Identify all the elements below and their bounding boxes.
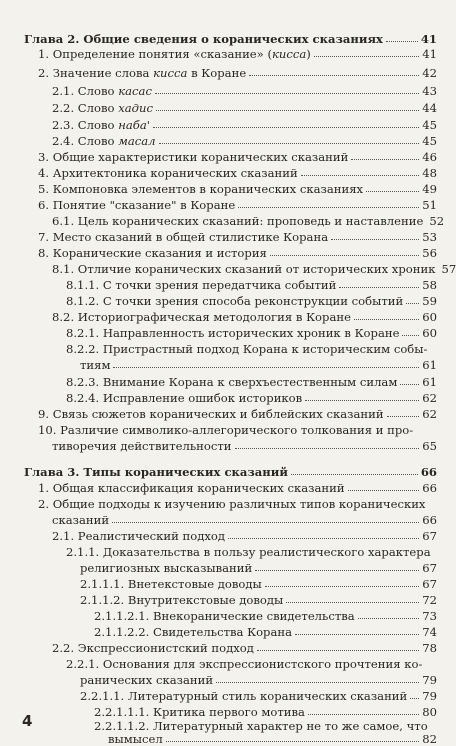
entry-text: 2.4. Слово [52,134,119,148]
entry-italic-term: масал [118,134,156,148]
leader-dots [339,278,419,288]
leader-dots [308,705,419,715]
toc-entry[interactable] [80,577,437,591]
leader-dots [291,465,418,475]
entry-text: 5. Компоновка элементов в коранических сказаниях [38,182,364,196]
leader-dots [255,561,419,571]
toc-entry[interactable] [52,101,437,115]
entry-italic-term: касас [118,84,152,98]
leader-dots [156,101,419,111]
leader-dots [305,391,419,401]
toc-entry[interactable] [38,182,437,196]
entry-text: 2.2. Экспрессионистский подход [52,641,254,655]
entry-text: 8.1. Отличие коранических сказаний от исторических хроник [52,262,436,276]
entry-text: 8.2. Историографическая методология в Коране [52,310,351,324]
toc-entry-line[interactable]: 10. Различие символико-аллегорического толкования и про- [38,423,414,437]
toc-entry-line[interactable]: 2.1.1. Доказательства в пользу реалистического характера [66,545,431,559]
page-ref: 49 [422,182,437,196]
toc-entry[interactable] [80,593,437,607]
chapter-title: Глава 3. Типы коранических сказаний [24,465,288,479]
page-ref: 45 [422,118,437,132]
entry-text: тиям [80,358,111,372]
toc-entry-line[interactable]: 2.2.1.1.2. Литературный характер не то же самое, что [94,719,428,733]
entry-text: 2.2. Слово [52,101,119,115]
toc-entry[interactable] [52,214,445,228]
entry-text: 3. Общие характеристики коранических сказаний [38,150,349,164]
page-ref: 61 [422,358,437,372]
entry-text: 6.1. Цель коранических сказаний: проповедь и наставление [52,214,424,228]
toc-entry[interactable] [108,732,437,746]
toc-entry[interactable] [52,529,437,543]
page-ref: 67 [422,529,437,543]
page-ref: 41 [420,32,437,46]
entry-text: религиозных высказываний [80,561,253,575]
page-ref: 66 [422,513,437,527]
entry-text-end: ) [306,47,311,61]
entry-italic-term: кисса [153,66,188,80]
leader-dots [301,166,420,176]
toc-entry[interactable] [52,262,456,276]
toc-entry[interactable] [80,561,437,575]
entry-text: 2.1.1.2. Внутритекстовые доводы [80,593,284,607]
page-ref: 79 [422,689,437,703]
leader-dots [406,294,419,304]
entry-text: тиворечия действительности [52,439,232,453]
entry-italic-term: кисса [271,47,307,61]
toc-entry[interactable] [38,47,437,61]
leader-dots [270,246,419,256]
leader-dots [166,732,420,742]
page-ref: 66 [420,465,437,479]
entry-text: 4. Архитектоника коранических сказаний [38,166,298,180]
toc-entry[interactable] [52,310,437,324]
page-ref: 80 [422,705,437,719]
toc-entry[interactable] [94,705,437,719]
chapter-title: Глава 2. Общие сведения о коранических сказаниях [24,32,383,46]
leader-dots [386,32,418,42]
entry-text: 9. Связь сюжетов коранических и библейских сказаний [38,407,384,421]
page-ref: 45 [422,134,437,148]
page-ref: 46 [422,150,437,164]
leader-dots [238,198,419,208]
leader-dots [257,641,419,651]
entry-text: вымысел [108,732,163,746]
entry-text: 2.1.1.2.1. Внекоранические свидетельства [94,609,355,623]
page-ref: 59 [422,294,437,308]
entry-text: 1. Определение понятия «сказание» ( [38,47,272,61]
leader-dots [348,481,420,491]
leader-dots [295,625,419,635]
page-ref: 62 [422,391,437,405]
entry-text: сказаний [52,513,110,527]
leader-dots [249,66,419,76]
leader-dots [235,439,420,449]
toc-entry[interactable] [38,407,437,421]
leader-dots [354,310,419,320]
toc-entry[interactable] [94,609,437,623]
entry-text: 2.2.1.1. Литературный стиль коранических сказаний [80,689,408,703]
toc-entry[interactable] [52,134,437,148]
entry-text: 8.2.1. Направленность исторических хроник в Коране [66,326,400,340]
toc-chapter-heading[interactable] [24,32,437,46]
entry-text: 2.3. Слово [52,118,119,132]
toc-entry-line[interactable]: 2.2.1. Основания для экспрессионистского прочтения ко- [66,657,423,671]
leader-dots [153,118,419,128]
leader-dots [265,577,419,587]
toc-entry[interactable] [66,391,437,405]
entry-text: 8.2.4. Исправление ошибок историков [66,391,303,405]
page-ref: 57 [441,262,456,276]
toc-entry[interactable] [66,294,437,308]
toc-entry[interactable] [66,375,437,389]
toc-entry[interactable] [38,66,437,80]
leader-dots [113,358,419,368]
toc-entry[interactable] [66,326,437,340]
entry-text: 2.1. Слово [52,84,119,98]
page-ref: 60 [422,310,437,324]
leader-dots [402,326,419,336]
page-ref: 56 [422,246,437,260]
page-ref: 43 [422,84,437,98]
entry-text: 7. Место сказаний в общей стилистике Корана [38,230,329,244]
page-ref: 67 [422,561,437,575]
toc-entry-line[interactable]: 2. Общие подходы к изучению различных типов коранических [38,497,426,511]
toc-entry[interactable] [38,198,437,212]
toc-entry[interactable] [52,118,437,132]
entry-text: 8.1.2. С точки зрения способа реконструкции событий [66,294,404,308]
page-ref: 82 [422,732,437,746]
entry-text: 2.1.1.1. Внетекстовые доводы [80,577,262,591]
page-ref: 42 [422,66,437,80]
page-ref: 73 [422,609,437,623]
entry-text: 6. Понятие "сказание" в Коране [38,198,236,212]
leader-dots [155,84,419,94]
leader-dots [216,673,419,683]
toc-chapter-heading[interactable] [24,465,437,479]
toc-entry[interactable] [52,513,437,527]
page-ref: 72 [422,593,437,607]
leader-dots [387,407,420,417]
toc-entry[interactable] [80,358,437,372]
entry-text: 8.1.1. С точки зрения передатчика событий [66,278,337,292]
leader-dots [286,593,419,603]
toc-entry[interactable] [38,481,437,495]
leader-dots [358,609,420,619]
page-ref: 65 [422,439,437,453]
entry-text: 8. Коранические сказания и история [38,246,267,260]
page-ref: 41 [422,47,437,61]
leader-dots [400,375,419,385]
page-ref: 66 [422,481,437,495]
leader-dots [112,513,419,523]
toc-entry[interactable] [52,641,437,655]
page-ref: 61 [422,375,437,389]
leader-dots [351,150,419,160]
page-ref: 52 [429,214,445,228]
entry-text: 2.1.1.2.2. Свидетельства Корана [94,625,293,639]
entry-italic-term: хадис [118,101,153,115]
entry-text-end: в Коране [187,66,247,80]
toc-entry[interactable] [94,625,437,639]
leader-dots [228,529,419,539]
page-ref: 67 [422,577,437,591]
page-ref: 62 [422,407,437,421]
toc-entry[interactable] [66,278,437,292]
entry-text: 1. Общая классификация коранических сказаний [38,481,345,495]
page-ref: 74 [422,625,437,639]
leader-dots [366,182,419,192]
entry-text: 2.1. Реалистический подход [52,529,226,543]
leader-dots [159,134,420,144]
toc-entry[interactable] [38,246,437,260]
page-ref: 48 [422,166,437,180]
page-ref: 44 [422,101,437,115]
page-ref: 53 [422,230,437,244]
leader-dots [331,230,419,240]
toc-entry[interactable] [38,166,437,180]
page-ref: 58 [422,278,437,292]
entry-italic-term: наба' [118,118,150,132]
page-ref: 79 [422,673,437,687]
page-ref: 78 [422,641,437,655]
page-ref: 51 [422,198,437,212]
toc-entry-line[interactable]: 8.2.2. Пристрастный подход Корана к историческим собы- [66,342,428,356]
toc-entry[interactable] [80,673,437,687]
entry-text: 8.2.3. Внимание Корана к сверхъестественным силам [66,375,398,389]
toc-entry[interactable] [52,84,437,98]
entry-text: 2.2.1.1.1. Критика первого мотива [94,705,305,719]
leader-dots [410,689,419,699]
toc-entry[interactable] [38,150,437,164]
leader-dots [314,47,419,57]
page-number: 4 [22,712,33,730]
toc-entry[interactable] [38,230,437,244]
toc-entry[interactable] [52,439,437,453]
toc-entry[interactable] [80,689,437,703]
entry-text: ранических сказаний [80,673,214,687]
entry-text: 2. Значение слова [38,66,154,80]
page-ref: 60 [422,326,437,340]
